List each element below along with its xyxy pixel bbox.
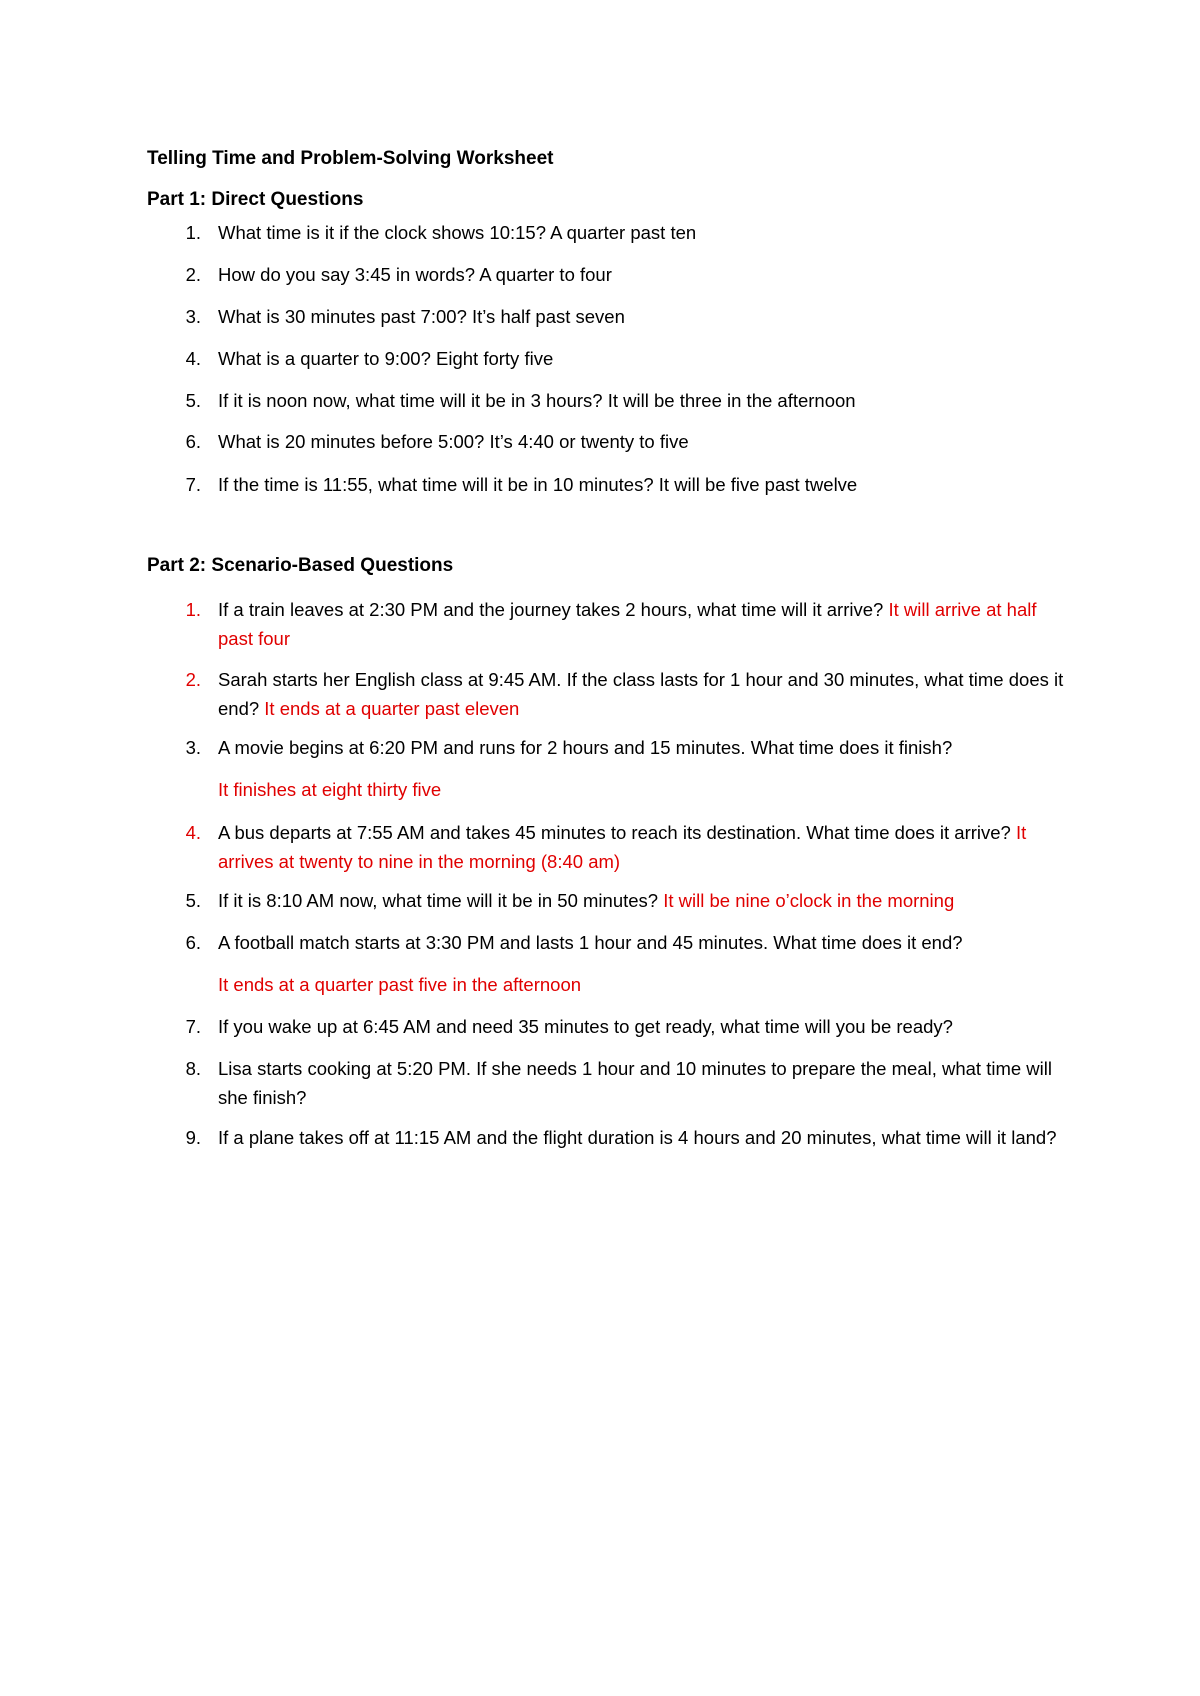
item-number: 9. (185, 1127, 201, 1148)
list-item (147, 1012, 1067, 1041)
list-item (147, 260, 1067, 289)
item-number: 4. (185, 822, 201, 843)
list-item (147, 470, 1067, 499)
list-item (147, 928, 1067, 957)
item-number: 5. (185, 890, 201, 911)
item-number: 1. (185, 599, 201, 620)
question-text: If it is noon now, what time will it be in 3 hours? (218, 390, 603, 411)
list-item (147, 218, 1067, 247)
answer-text: It finishes at eight thirty five (218, 779, 442, 800)
answer-text: A quarter to four (479, 264, 612, 285)
item-number: 7. (185, 1016, 201, 1037)
question-text: A bus departs at 7:55 AM and takes 45 minutes to reach its destination. What time does it arrive? (218, 822, 1011, 843)
answer-text: It will be five past twelve (658, 474, 858, 495)
item-number: 6. (185, 431, 201, 452)
answer-text: It’s 4:40 or twenty to five (489, 431, 689, 452)
question-text: A movie begins at 6:20 PM and runs for 2 hours and 15 minutes. What time does it finish? (218, 737, 953, 758)
list-item (147, 733, 1067, 762)
question-text: Sarah starts her English class at 9:45 AM. If the class lasts for 1 hour and 30 minutes, what time does it end? (218, 669, 1064, 719)
item-number: 2. (185, 669, 201, 690)
question-text: If it is 8:10 AM now, what time will it be in 50 minutes? (218, 890, 659, 911)
answer-text: It will arrive at half past four (218, 599, 1037, 649)
question-text: If a plane takes off at 11:15 AM and the flight duration is 4 hours and 20 minutes, what time will it land? (218, 1127, 1057, 1148)
item-number: 5. (185, 390, 201, 411)
list-item (147, 302, 1067, 331)
item-number: 7. (185, 474, 201, 495)
item-number: 6. (185, 932, 201, 953)
list-item (147, 1123, 1067, 1152)
answer-text: It’s half past seven (472, 306, 625, 327)
question-text: What is 20 minutes before 5:00? (218, 431, 485, 452)
answer-text: It ends at a quarter past five in the afternoon (218, 974, 582, 995)
item-number: 3. (185, 306, 201, 327)
item-number: 8. (185, 1058, 201, 1079)
list-item (147, 427, 1067, 456)
list-item (147, 386, 1067, 415)
question-text: A football match starts at 3:30 PM and lasts 1 hour and 45 minutes. What time does it end? (218, 932, 963, 953)
answer-text: Eight forty five (436, 348, 554, 369)
question-text: What is 30 minutes past 7:00? (218, 306, 467, 327)
part2-heading: Part 2: Scenario-Based Questions (147, 555, 454, 576)
answer-text: It will be nine o’clock in the morning (663, 890, 955, 911)
question-text: Lisa starts cooking at 5:20 PM. If she needs 1 hour and 10 minutes to prepare the meal, what time will she finish? (218, 1058, 1052, 1108)
part1-heading: Part 1: Direct Questions (147, 189, 364, 210)
question-text: What is a quarter to 9:00? (218, 348, 431, 369)
answer-text: It ends at a quarter past eleven (264, 698, 520, 719)
question-text: If you wake up at 6:45 AM and need 35 minutes to get ready, what time will you be ready? (218, 1016, 953, 1037)
answer-text: It arrives at twenty to nine in the morning (8:40 am) (218, 822, 1027, 872)
list-item (147, 595, 1067, 653)
list-item (147, 886, 1067, 915)
answer-text: A quarter past ten (550, 222, 697, 243)
item-number: 3. (185, 737, 201, 758)
question-text: How do you say 3:45 in words? (218, 264, 476, 285)
list-item (147, 344, 1067, 373)
item-number: 4. (185, 348, 201, 369)
page-title: Telling Time and Problem-Solving Worksheet (147, 148, 554, 169)
answer-text: It will be three in the afternoon (607, 390, 856, 411)
item-number: 1. (185, 222, 201, 243)
item-number: 2. (185, 264, 201, 285)
question-text: What time is it if the clock shows 10:15? (218, 222, 546, 243)
question-text: If a train leaves at 2:30 PM and the journey takes 2 hours, what time will it arrive? (218, 599, 884, 620)
list-item (147, 665, 1067, 723)
list-item (147, 818, 1067, 876)
list-item (147, 1054, 1067, 1112)
question-text: If the time is 11:55, what time will it be in 10 minutes? (218, 474, 654, 495)
